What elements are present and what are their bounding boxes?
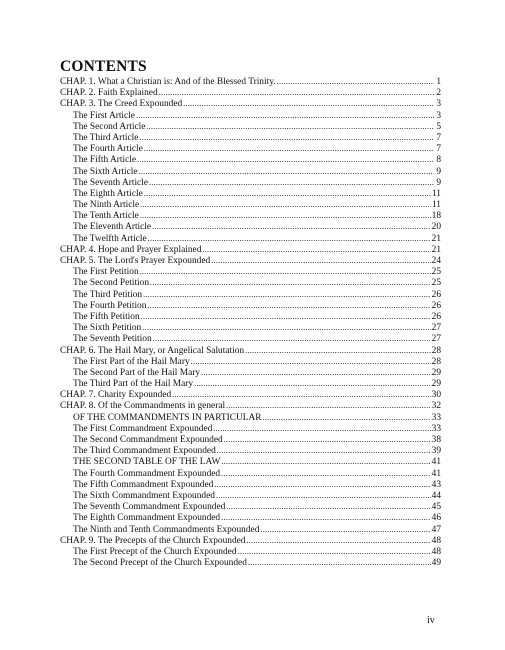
dot-leader (149, 177, 434, 188)
toc-entry-title: CHAP. 5. The Lord's Prayer Expounded (60, 256, 211, 266)
toc-chapter-entry (60, 389, 441, 400)
toc-entry-title: CHAP. 4. Hope and Prayer Explained (60, 244, 202, 255)
toc-subentry (60, 300, 441, 311)
dot-leader (221, 512, 431, 523)
dot-leader (226, 501, 430, 512)
toc-entry-title: The First Article (73, 110, 135, 121)
toc-chapter-entry (60, 87, 441, 98)
toc-entry-title: The Second Part of the Hail Mary (73, 367, 201, 378)
toc-entry-title: The Seventh Article (73, 177, 148, 188)
dot-leader (202, 244, 430, 255)
toc-subentry (60, 110, 441, 121)
toc-entry-title: The Third Commandment Expounded (73, 446, 216, 457)
dot-leader (216, 490, 431, 501)
toc-entry-title: The Ninth Article (73, 200, 140, 211)
toc-entry-title: CHAP. 9. The Precepts of the Church Expounded (60, 535, 246, 546)
dot-leader (194, 378, 431, 389)
toc-entry-title: The Second Petition (73, 278, 150, 289)
toc-subentry (60, 166, 441, 177)
toc-entry-page: 28 (431, 356, 441, 367)
toc-entry-page: 3 (436, 110, 441, 121)
toc-entry-title: CHAP. 6. The Hail Mary, or Angelical Salutation (60, 345, 245, 356)
dot-leader (153, 333, 431, 344)
dot-leader (211, 255, 430, 266)
toc-entry-title: The First Petition (73, 267, 139, 278)
toc-entry-page: 48 (431, 546, 441, 557)
toc-entry-title: CHAP. 1. What a Christian is: And of the Blessed Trinity. (60, 77, 276, 87)
toc-subentry (60, 479, 441, 490)
toc-entry-title: The Fifth Article (73, 155, 137, 166)
toc-chapter-entry (60, 255, 441, 266)
toc-subentry (60, 557, 441, 568)
toc-entry-page: 43 (431, 479, 441, 490)
toc-entry-page: 25 (431, 267, 441, 278)
toc-entry-page: 24 (431, 256, 441, 266)
toc-entry-title: CHAP. 7. Charity Expounded (60, 390, 172, 401)
toc-entry-page: 47 (431, 524, 441, 535)
toc-entry-title: The Sixth Article (73, 166, 138, 177)
dot-leader (141, 311, 431, 322)
toc-entry-page: 25 (431, 278, 441, 289)
toc-entry-title: The Fifth Commandment Expounded (73, 479, 214, 490)
dot-leader (213, 423, 430, 434)
toc-entry-title: The Eleventh Article (73, 222, 152, 233)
toc-entry-title: The Twelfth Article (73, 233, 147, 244)
toc-entry-page: 48 (431, 535, 441, 546)
toc-entry-title: The Second Commandment Expounded (73, 435, 223, 445)
toc-entry-title: The First Precept of the Church Expounded (73, 546, 237, 557)
toc-entry-page: 7 (436, 144, 441, 155)
toc-entry-page: 46 (431, 513, 441, 524)
toc-entry-page: 33 (431, 412, 441, 423)
toc-entry-page: 1 (436, 77, 441, 87)
toc-entry-title: CHAP. 3. The Creed Expounded (60, 99, 183, 110)
toc-entry-title: The Fourth Commandment Expounded (73, 468, 221, 479)
dot-leader (183, 98, 434, 109)
toc-entry-title: CHAP. 8. Of the Commandments in general (60, 401, 226, 412)
toc-chapter-entry (60, 98, 441, 109)
toc-subentry (60, 311, 441, 322)
toc-subentry (60, 524, 441, 535)
toc-entry-page: 32 (431, 401, 441, 412)
toc-entry-page: 33 (431, 423, 441, 434)
toc-subentry (60, 177, 441, 188)
toc-entry-title: THE SECOND TABLE OF THE LAW (73, 457, 221, 468)
dot-leader (214, 479, 430, 490)
toc-subentry (60, 356, 441, 367)
toc-subentry (60, 512, 441, 523)
dot-leader (238, 546, 431, 557)
dot-leader (140, 199, 431, 210)
dot-leader (144, 143, 434, 154)
toc-subentry (60, 546, 441, 557)
toc-entry-title: The First Part of the Hail Mary (73, 356, 190, 367)
dot-leader (217, 445, 431, 456)
dot-leader (221, 468, 431, 479)
toc-subentry (60, 456, 441, 467)
toc-entry-title: The Sixth Petition (73, 323, 142, 334)
contents-heading: CONTENTS (60, 58, 147, 75)
toc-entry-page: 49 (431, 558, 441, 569)
toc-entry-title: OF THE COMMANDMENTS IN PARTICULAR (73, 412, 262, 423)
dot-leader (260, 524, 430, 535)
toc-subentry (60, 277, 441, 288)
dot-leader (172, 389, 430, 400)
toc-entry-page: 39 (431, 446, 441, 457)
toc-subentry (60, 378, 441, 389)
dot-leader (245, 345, 431, 356)
toc-entry-page: 41 (431, 468, 441, 479)
toc-entry-page: 45 (431, 502, 441, 513)
toc-entry-title: CHAP. 2. Faith Explained (60, 88, 158, 99)
toc-chapter-entry (60, 76, 441, 87)
toc-entry-title: The Eighth Commandment Expounded (73, 513, 221, 524)
dot-leader (277, 76, 434, 87)
toc-entry-title: The Third Petition (73, 289, 143, 300)
toc-subentry (60, 333, 441, 344)
toc-entry-title: The Third Article (73, 132, 139, 143)
toc-subentry (60, 154, 441, 165)
dot-leader (146, 121, 434, 132)
toc-subentry (60, 501, 441, 512)
dot-leader (140, 210, 431, 221)
page-number: iv (427, 615, 435, 626)
toc-entry-page: 20 (431, 222, 441, 233)
toc-entry-page: 11 (431, 200, 441, 211)
toc-entry-title: The Ninth and Tenth Commandments Expounded (73, 524, 260, 535)
toc-subentry (60, 266, 441, 277)
dot-leader (143, 289, 431, 300)
dot-leader (226, 400, 431, 411)
toc-entry-title: The Fourth Article (73, 144, 143, 155)
dot-leader (263, 412, 431, 423)
toc-subentry (60, 367, 441, 378)
dot-leader (221, 456, 430, 467)
toc-entry-page: 3 (436, 99, 441, 110)
toc-chapter-entry (60, 345, 441, 356)
toc-entry-page: 38 (431, 435, 441, 445)
toc-subentry (60, 289, 441, 300)
toc-entry-title: The Seventh Commandment Expounded (73, 502, 226, 513)
toc-entry-page: 2 (436, 88, 441, 99)
toc-entry-page: 18 (431, 211, 441, 222)
toc-entry-title: The First Commandment Expounded (73, 423, 213, 434)
toc-entry-title: The Eighth Article (73, 188, 143, 199)
toc-entry-page: 9 (436, 177, 441, 188)
toc-subentry (60, 132, 441, 143)
toc-subentry (60, 143, 441, 154)
toc-subentry (60, 210, 441, 221)
toc-subentry (60, 412, 441, 423)
dot-leader (148, 233, 431, 244)
toc-entry-page: 9 (436, 166, 441, 177)
dot-leader (248, 557, 431, 568)
dot-leader (150, 277, 431, 288)
toc-entry-page: 41 (431, 457, 441, 468)
table-of-contents (60, 76, 441, 568)
toc-entry-page: 44 (431, 490, 441, 501)
dot-leader (142, 322, 430, 333)
toc-entry-title: The Second Precept of the Church Expounded (73, 558, 247, 569)
dot-leader (140, 266, 431, 277)
toc-entry-page: 29 (431, 367, 441, 378)
toc-entry-title: The Third Part of the Hail Mary (73, 379, 194, 390)
toc-entry-page: 26 (431, 289, 441, 300)
dot-leader (139, 132, 434, 143)
toc-entry-title: The Fifth Petition (73, 311, 140, 322)
toc-subentry (60, 490, 441, 501)
dot-leader (201, 367, 431, 378)
toc-entry-page: 5 (436, 121, 441, 132)
dot-leader (152, 221, 431, 232)
dot-leader (224, 434, 431, 445)
toc-entry-page: 30 (431, 390, 441, 401)
toc-entry-page: 11 (431, 188, 441, 199)
toc-entry-page: 29 (431, 379, 441, 390)
toc-entry-page: 26 (431, 300, 441, 311)
dot-leader (144, 188, 431, 199)
dot-leader (139, 166, 434, 177)
toc-entry-title: The Tenth Article (73, 211, 139, 222)
toc-entry-page: 27 (431, 334, 441, 345)
dot-leader (137, 154, 434, 165)
toc-entry-page: 8 (436, 155, 441, 166)
toc-subentry (60, 221, 441, 232)
dot-leader (191, 356, 431, 367)
dot-leader (136, 110, 434, 121)
toc-subentry (60, 121, 441, 132)
dot-leader (147, 300, 430, 311)
toc-entry-title: The Fourth Petition (73, 300, 147, 311)
toc-entry-title: The Seventh Petition (73, 334, 152, 345)
toc-subentry (60, 322, 441, 333)
toc-entry-page: 28 (431, 345, 441, 356)
toc-entry-page: 21 (431, 233, 441, 244)
toc-subentry (60, 188, 441, 199)
toc-entry-title: The Second Article (73, 121, 146, 132)
toc-subentry (60, 468, 441, 479)
toc-entry-page: 27 (431, 323, 441, 334)
dot-leader (159, 87, 434, 98)
toc-entry-page: 26 (431, 311, 441, 322)
toc-subentry (60, 445, 441, 456)
toc-subentry (60, 423, 441, 434)
toc-subentry (60, 434, 441, 445)
toc-subentry (60, 233, 441, 244)
dot-leader (246, 535, 430, 546)
toc-subentry (60, 199, 441, 210)
toc-chapter-entry (60, 535, 441, 546)
toc-entry-title: The Sixth Commandment Expounded (73, 490, 215, 501)
toc-chapter-entry (60, 400, 441, 411)
toc-entry-page: 7 (436, 132, 441, 143)
toc-entry-page: 21 (431, 244, 441, 255)
toc-chapter-entry (60, 244, 441, 255)
